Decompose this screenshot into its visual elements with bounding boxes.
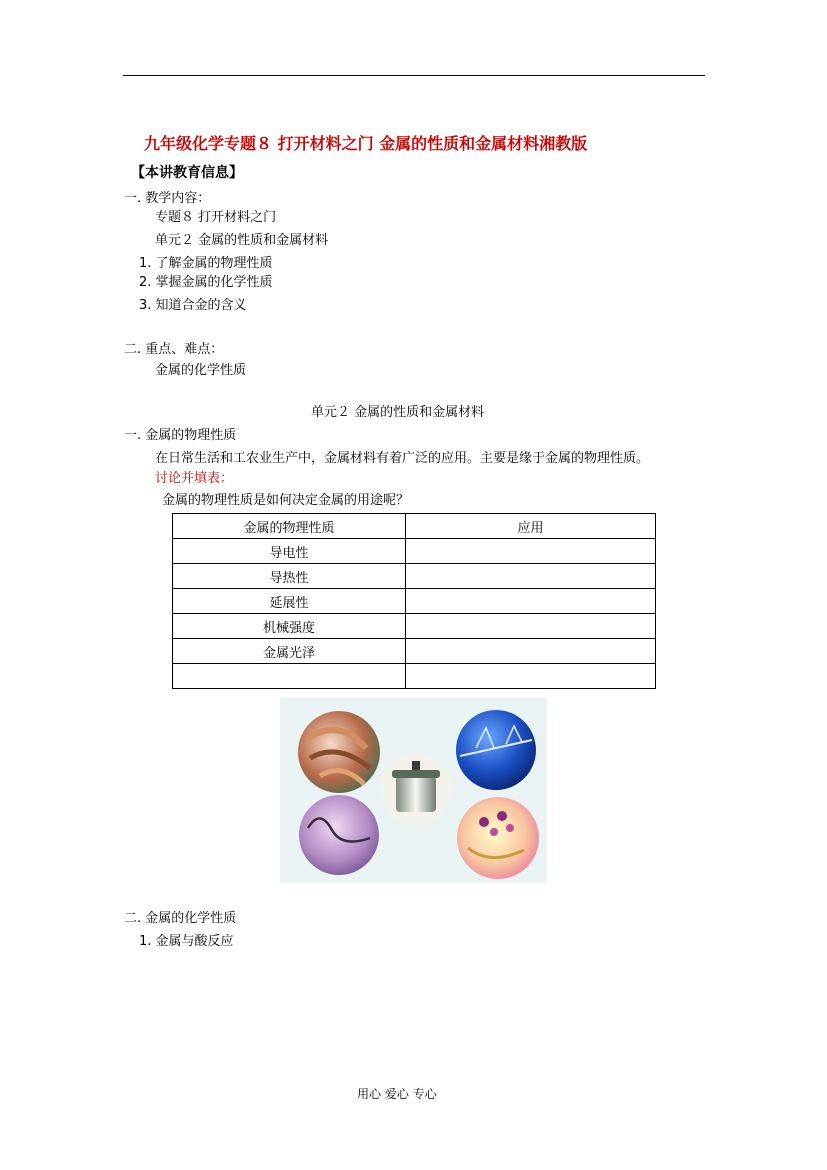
application-cell <box>406 564 656 589</box>
section2-heading: 二. 重点、难点： <box>124 342 224 357</box>
wire-circle <box>299 795 379 875</box>
table-row <box>173 664 656 689</box>
table-row <box>173 614 656 639</box>
property-cell <box>173 664 406 689</box>
application-cell <box>406 539 656 564</box>
objective-item: 2. 掌握金属的化学性质 <box>139 275 273 290</box>
jewelry-circle <box>457 797 539 879</box>
chemical-item: 1. 金属与酸反应 <box>139 934 234 949</box>
objective-item: 3. 知道合金的含义 <box>139 298 247 313</box>
section1-heading: 一. 教学内容： <box>124 191 211 206</box>
topic-line: 专题８ 打开材料之门 <box>155 210 277 225</box>
property-cell: 延展性 <box>173 589 406 614</box>
physical-heading: 一. 金属的物理性质 <box>124 428 237 443</box>
header-property: 金属的物理性质 <box>173 514 406 539</box>
unit-line: 单元２ 金属的性质和金属材料 <box>155 233 329 248</box>
table-row <box>173 589 656 614</box>
table-row <box>173 539 656 564</box>
property-cell: 机械强度 <box>173 614 406 639</box>
key-point: 金属的化学性质 <box>155 363 247 378</box>
table-row <box>173 639 656 664</box>
application-cell <box>406 614 656 639</box>
table-question: 金属的物理性质是如何决定金属的用途呢？ <box>162 493 410 508</box>
application-cell <box>406 589 656 614</box>
info-label: 【本讲教育信息】 <box>131 165 243 181</box>
property-cell: 导热性 <box>173 564 406 589</box>
bridge-globe-circle <box>456 710 536 790</box>
unit-title: 单元２ 金属的性质和金属材料 <box>311 405 485 420</box>
property-cell: 导电性 <box>173 539 406 564</box>
table-row <box>173 564 656 589</box>
physical-paragraph: 在日常生活和工农业生产中，金属材料有着广泛的应用。主要是缘于金属的物理性质。 <box>155 451 650 466</box>
header-rule <box>123 75 705 76</box>
metal-applications-figure <box>280 698 547 883</box>
header-application: 应用 <box>406 514 656 539</box>
footer-text: 用心 爱心 专心 <box>357 1087 437 1101</box>
objective-item: 1. 了解金属的物理性质 <box>139 256 273 271</box>
pressure-cooker <box>396 776 436 812</box>
chemical-heading: 二. 金属的化学性质 <box>124 911 237 926</box>
application-cell <box>406 639 656 664</box>
property-cell: 金属光泽 <box>173 639 406 664</box>
discuss-label: 讨论并填表： <box>155 471 234 486</box>
application-cell <box>406 664 656 689</box>
properties-table <box>172 513 656 689</box>
document-title: 九年级化学专题８ 打开材料之门 金属的性质和金属材料湘教版 <box>144 134 588 153</box>
table-header-row <box>173 514 656 539</box>
metal-applications-illustration <box>280 698 547 883</box>
